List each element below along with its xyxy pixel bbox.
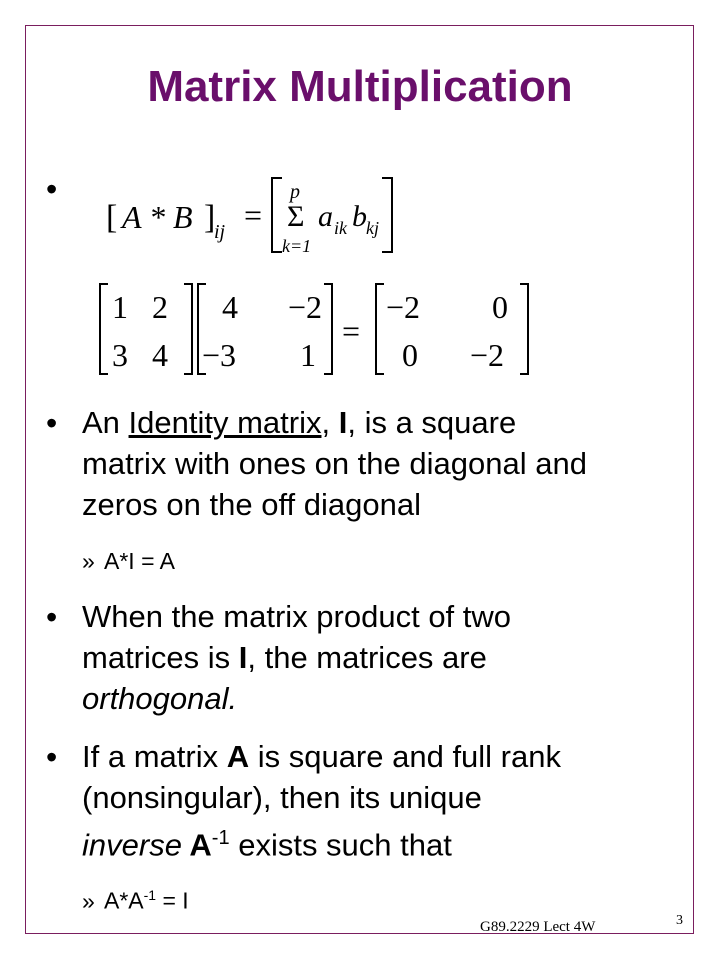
bullet-marker: • bbox=[46, 405, 58, 441]
m1-cell: 4 bbox=[152, 337, 168, 373]
text-run: is square and full rank bbox=[249, 739, 561, 774]
superscript: -1 bbox=[143, 887, 157, 903]
formula-term-b: b bbox=[352, 200, 367, 233]
formula-term-b-sub: kj bbox=[366, 218, 379, 238]
identity-sub-bullet bbox=[82, 546, 175, 576]
m3-cell: 0 bbox=[402, 337, 418, 373]
orthogonal-line-1: When the matrix product of two bbox=[82, 599, 512, 634]
formula-equals: = bbox=[244, 197, 263, 233]
text-run: , is a square bbox=[347, 405, 517, 440]
m3-bracket-left bbox=[376, 284, 384, 374]
inverse-line-2: (nonsingular), then its unique bbox=[82, 780, 482, 815]
identity-line-3: zeros on the off diagonal bbox=[82, 487, 421, 522]
m3-cell: −2 bbox=[386, 289, 421, 325]
example-equals: = bbox=[342, 313, 361, 349]
formula-bracket-right bbox=[382, 178, 392, 252]
m2-cell: 1 bbox=[300, 337, 316, 373]
inverse-sub-bullet bbox=[82, 880, 189, 916]
formula-bracket-left bbox=[272, 178, 282, 252]
inverse-line-1 bbox=[82, 736, 692, 777]
text-run: If a matrix bbox=[82, 739, 227, 774]
identity-line-2: matrix with ones on the diagonal and bbox=[82, 446, 587, 481]
matrix-example bbox=[92, 280, 552, 380]
inverse-line-3 bbox=[82, 818, 692, 865]
slide-title: Matrix Multiplication bbox=[147, 62, 573, 111]
text-run: , bbox=[321, 405, 339, 440]
text-run: exists such that bbox=[229, 827, 452, 863]
m2-bracket-right bbox=[324, 284, 332, 374]
orthogonal-bullet-text bbox=[82, 596, 692, 719]
identity-bullet-text bbox=[82, 402, 692, 525]
identity-equation: A*I = A bbox=[104, 548, 175, 574]
m3-cell: 0 bbox=[492, 289, 508, 325]
orthogonal-line-2 bbox=[82, 637, 692, 678]
formula-term-a-sub: ik bbox=[334, 218, 347, 238]
text-run: An bbox=[82, 405, 129, 440]
formula-lhs-open: [ bbox=[106, 199, 118, 236]
bullet-marker: • bbox=[46, 171, 58, 207]
identity-symbol: I bbox=[338, 405, 348, 440]
orthogonal-line-3 bbox=[82, 678, 692, 719]
matrix-product-formula bbox=[100, 170, 400, 260]
sub-bullet-marker: » bbox=[82, 548, 95, 574]
formula-sum-bottom: k=1 bbox=[282, 236, 312, 256]
matrix-a-symbol: A bbox=[226, 739, 250, 774]
footer-course-label: G89.2229 Lect 4W bbox=[480, 919, 596, 935]
m2-cell: −3 bbox=[202, 337, 237, 373]
formula-sum-symbol: Σ bbox=[287, 200, 305, 233]
formula-lhs-close: ] bbox=[204, 199, 216, 236]
text-run: , the matrices are bbox=[247, 640, 487, 675]
superscript: -1 bbox=[211, 827, 230, 849]
inverse-bullet-text bbox=[82, 736, 692, 865]
m3-cell: −2 bbox=[470, 337, 505, 373]
m3-bracket-right bbox=[520, 284, 528, 374]
identity-symbol: I bbox=[238, 640, 248, 675]
orthogonal-term: orthogonal. bbox=[82, 681, 238, 716]
m1-bracket-right bbox=[184, 284, 192, 374]
m2-cell: 4 bbox=[222, 289, 238, 325]
matrix-a-symbol: A bbox=[181, 827, 212, 863]
identity-matrix-term: Identity matrix bbox=[128, 405, 322, 440]
m1-bracket-left bbox=[100, 284, 108, 374]
text-run: = I bbox=[156, 887, 189, 914]
formula-lhs-body: A * B bbox=[122, 199, 193, 235]
page-number: 3 bbox=[676, 913, 683, 928]
formula-sum-top: p bbox=[290, 181, 300, 203]
sub-bullet-marker: » bbox=[82, 887, 95, 914]
formula-lhs-sub: ij bbox=[214, 221, 226, 243]
m1-cell: 2 bbox=[152, 289, 168, 325]
m1-cell: 3 bbox=[112, 337, 128, 373]
formula-term-a: a bbox=[318, 200, 333, 233]
text-run: matrices is bbox=[82, 640, 239, 675]
bullet-marker: • bbox=[46, 739, 58, 775]
inverse-term: inverse bbox=[82, 827, 182, 863]
bullet-marker: • bbox=[46, 599, 58, 635]
text-run: A*A bbox=[104, 887, 144, 914]
m2-cell: −2 bbox=[288, 289, 323, 325]
m1-cell: 1 bbox=[112, 289, 128, 325]
identity-line-1 bbox=[82, 402, 692, 443]
